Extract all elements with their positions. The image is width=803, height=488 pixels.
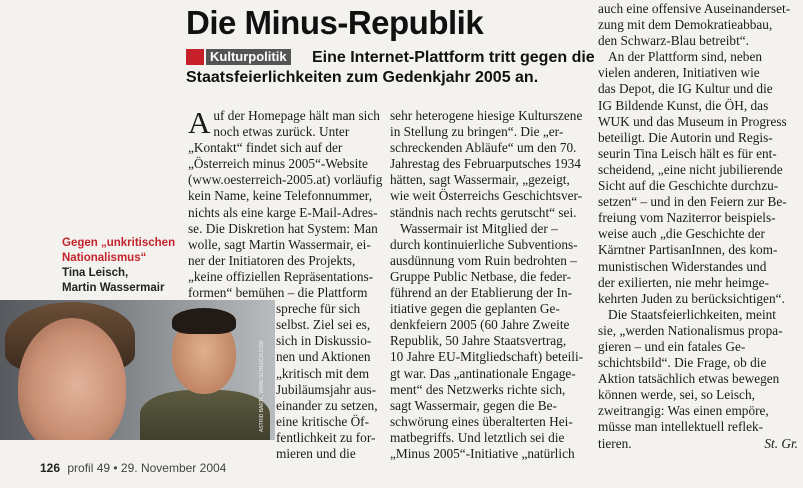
- rubric-label: Kulturpolitik: [206, 49, 291, 65]
- text-line: spreche für sich: [276, 301, 361, 317]
- text-line: „keine offiziellen Repräsentations-: [188, 268, 374, 284]
- photo-caption: [62, 236, 187, 296]
- text-line: setzen“ – und in den Feiern zur Be-: [598, 194, 787, 210]
- text-line: führend an der Etablierung der In-: [390, 285, 573, 301]
- portrait-photo: [0, 300, 275, 440]
- text-line: WUK und das Museum in Progress: [598, 113, 787, 129]
- text-line: sie, „werden Nationalismus propa-: [598, 322, 783, 338]
- text-line: eine kritische Öf-: [276, 413, 370, 429]
- text-line: noch etwas zurück. Unter: [213, 124, 350, 140]
- text-line: sich in Diskussio-: [276, 333, 372, 349]
- article-column-2: [390, 108, 584, 462]
- text-line: vielen anderen, Initiativen wie: [598, 65, 760, 81]
- text-line: „Österreich minus 2005“-Website: [188, 156, 368, 172]
- text-line: wolle, sagt Martin Wassermair, ei-: [188, 236, 371, 252]
- author-signature: St. Gr.: [764, 435, 798, 451]
- text-line: „kritisch mit dem: [276, 365, 370, 381]
- text-line: tieren.: [598, 435, 632, 451]
- text-line: Jahrestag des Februarputsches 1934: [390, 156, 581, 172]
- text-line: Kärntner PartisanInnen, des kom-: [598, 242, 778, 258]
- text-line: Sicht auf die Geschichte durchzu-: [598, 178, 779, 194]
- text-line: hätten, sagt Wassermair, „gezeigt,: [390, 172, 570, 188]
- text-line: matbegriffs. Und letztlich sei die: [390, 429, 565, 445]
- text-line: denkfeiern 2005 (60 Jahre Zweite: [390, 317, 570, 333]
- drop-cap: A: [188, 105, 211, 140]
- portrait-martin-wassermair-body: [140, 390, 270, 440]
- page-footer: [40, 461, 226, 475]
- portrait-martin-wassermair-hair: [172, 308, 236, 334]
- text-line: 10 Jahre EU-Mitgliedschaft) beteili-: [390, 349, 584, 365]
- text-line: ständnis nach rechts gerutscht“ sei.: [390, 204, 577, 220]
- text-line: se. Die Diskretion hat System: Man: [188, 220, 378, 236]
- caption-headline-1: Gegen „unkritischen: [62, 237, 176, 249]
- text-line: gieren – und ein fatales Ge-: [598, 338, 746, 354]
- text-line: freiung vom Naziterror beispiels-: [598, 210, 776, 226]
- text-line: schwörung eines überalterten Hei-: [390, 413, 573, 429]
- text-line: ausdünnung vom Ruin bedrohten –: [390, 252, 577, 268]
- text-line: das Depot, die IG Kultur und die: [598, 81, 773, 97]
- text-line: sagt Wassermair, gegen die Be-: [390, 397, 557, 413]
- text-line: schichtsbild“. Die Frage, ob die: [598, 355, 767, 371]
- text-line: formen“ bemühen – die Plattform: [188, 285, 368, 301]
- text-line: Die Staatsfeierlichkeiten, meint: [608, 306, 776, 322]
- text-line: uf der Homepage hält man sich: [213, 108, 380, 123]
- text-line: Republik, 50 Jahre Staatsvertrag,: [390, 333, 567, 349]
- article-title: Die Minus-Republik: [186, 4, 484, 41]
- text-line: gt war. Das „antinationale Engage-: [390, 365, 576, 381]
- caption-name-1: Tina Leisch,: [62, 267, 129, 279]
- article-column-3: [598, 1, 798, 452]
- caption-name-2: Martin Wassermair: [62, 282, 165, 294]
- text-line: nen und Aktionen: [276, 349, 371, 365]
- text-line: wie weit Österreichs Geschichtsver-: [390, 188, 583, 204]
- page-number: 126: [40, 461, 61, 475]
- text-line: munistischen Widerstandes und: [598, 258, 767, 274]
- text-line: scheidend, „eine nicht jubilierende: [598, 161, 783, 177]
- text-line: nichts als eine karge E-Mail-Adres-: [188, 204, 378, 220]
- text-line: itiative gegen die geplanten Ge-: [390, 301, 560, 317]
- text-line: auch eine offensive Auseinanderset-: [598, 1, 791, 16]
- article-subtitle: Eine Internet-Plattform tritt gegen die Staatsfeierlichkeiten zum Gedenkjahr 2005 an.: [186, 49, 595, 86]
- text-line: (www.oesterreich-2005.at) vorläufig: [188, 172, 383, 188]
- text-line: An der Plattform sind, neben: [608, 49, 762, 65]
- text-line: der exilierten, nie mehr heimge-: [598, 274, 769, 290]
- text-line: Gruppe Public Netbase, die feder-: [390, 268, 572, 284]
- text-line: „Minus 2005“-Initiative „natürlich: [390, 445, 575, 461]
- photo-credit: ASTRID BARTL, WWW.SCHEUCH.COM: [259, 340, 265, 432]
- text-line: „Kontakt“ findet sich auf der: [188, 140, 343, 156]
- text-line: mieren und die: [276, 445, 356, 461]
- text-line: IG Bildende Kunst, die ÖH, das: [598, 97, 769, 113]
- text-line: Aktion tatsächlich etwas bewegen: [598, 371, 780, 387]
- text-line: durch kontinuierliche Subventions-: [390, 236, 578, 252]
- text-line: kehrten Juden zu berücksichtigen“.: [598, 290, 785, 306]
- text-line: sehr heterogene hiesige Kulturszene: [390, 108, 583, 123]
- text-line: Jubiläumsjahr aus-: [276, 381, 377, 397]
- portrait-tina-leisch: [18, 318, 126, 440]
- text-line: schreckenden Abläufe“ um den 70.: [390, 140, 577, 156]
- text-line: den Schwarz-Blau betreibt“.: [598, 33, 750, 49]
- caption-headline-2: Nationalismus“: [62, 252, 147, 264]
- text-line: ment“ des Netzwerks richte sich,: [390, 381, 566, 397]
- text-line: seurin Tina Leisch hält es für ent-: [598, 145, 777, 161]
- text-line: können werde, sei, so Leisch,: [598, 387, 755, 403]
- text-line: in Stellung zu bringen“. Die „er-: [390, 124, 564, 140]
- text-line: weise auch „die Geschichte der: [598, 226, 765, 242]
- text-line: ner der Initiatoren des Projekts,: [188, 252, 356, 268]
- text-line: müsse man intellektuell reflek-: [598, 419, 764, 435]
- issue-info: profil 49 • 29. November 2004: [67, 461, 227, 475]
- text-line: Wassermair ist Mitglied der –: [400, 220, 558, 236]
- text-line: fentlichkeit zu for-: [276, 429, 376, 445]
- text-line: kein Name, keine Telefonnummer,: [188, 188, 373, 204]
- text-line: selbst. Ziel sei es,: [276, 317, 371, 333]
- text-line: einander zu setzen,: [276, 397, 378, 413]
- text-line: beteiligt. Die Autorin und Regis-: [598, 129, 773, 145]
- text-line: zung mit dem Demokratieabbau,: [598, 17, 773, 33]
- text-line: zweitrangig: Was einen empöre,: [598, 403, 769, 419]
